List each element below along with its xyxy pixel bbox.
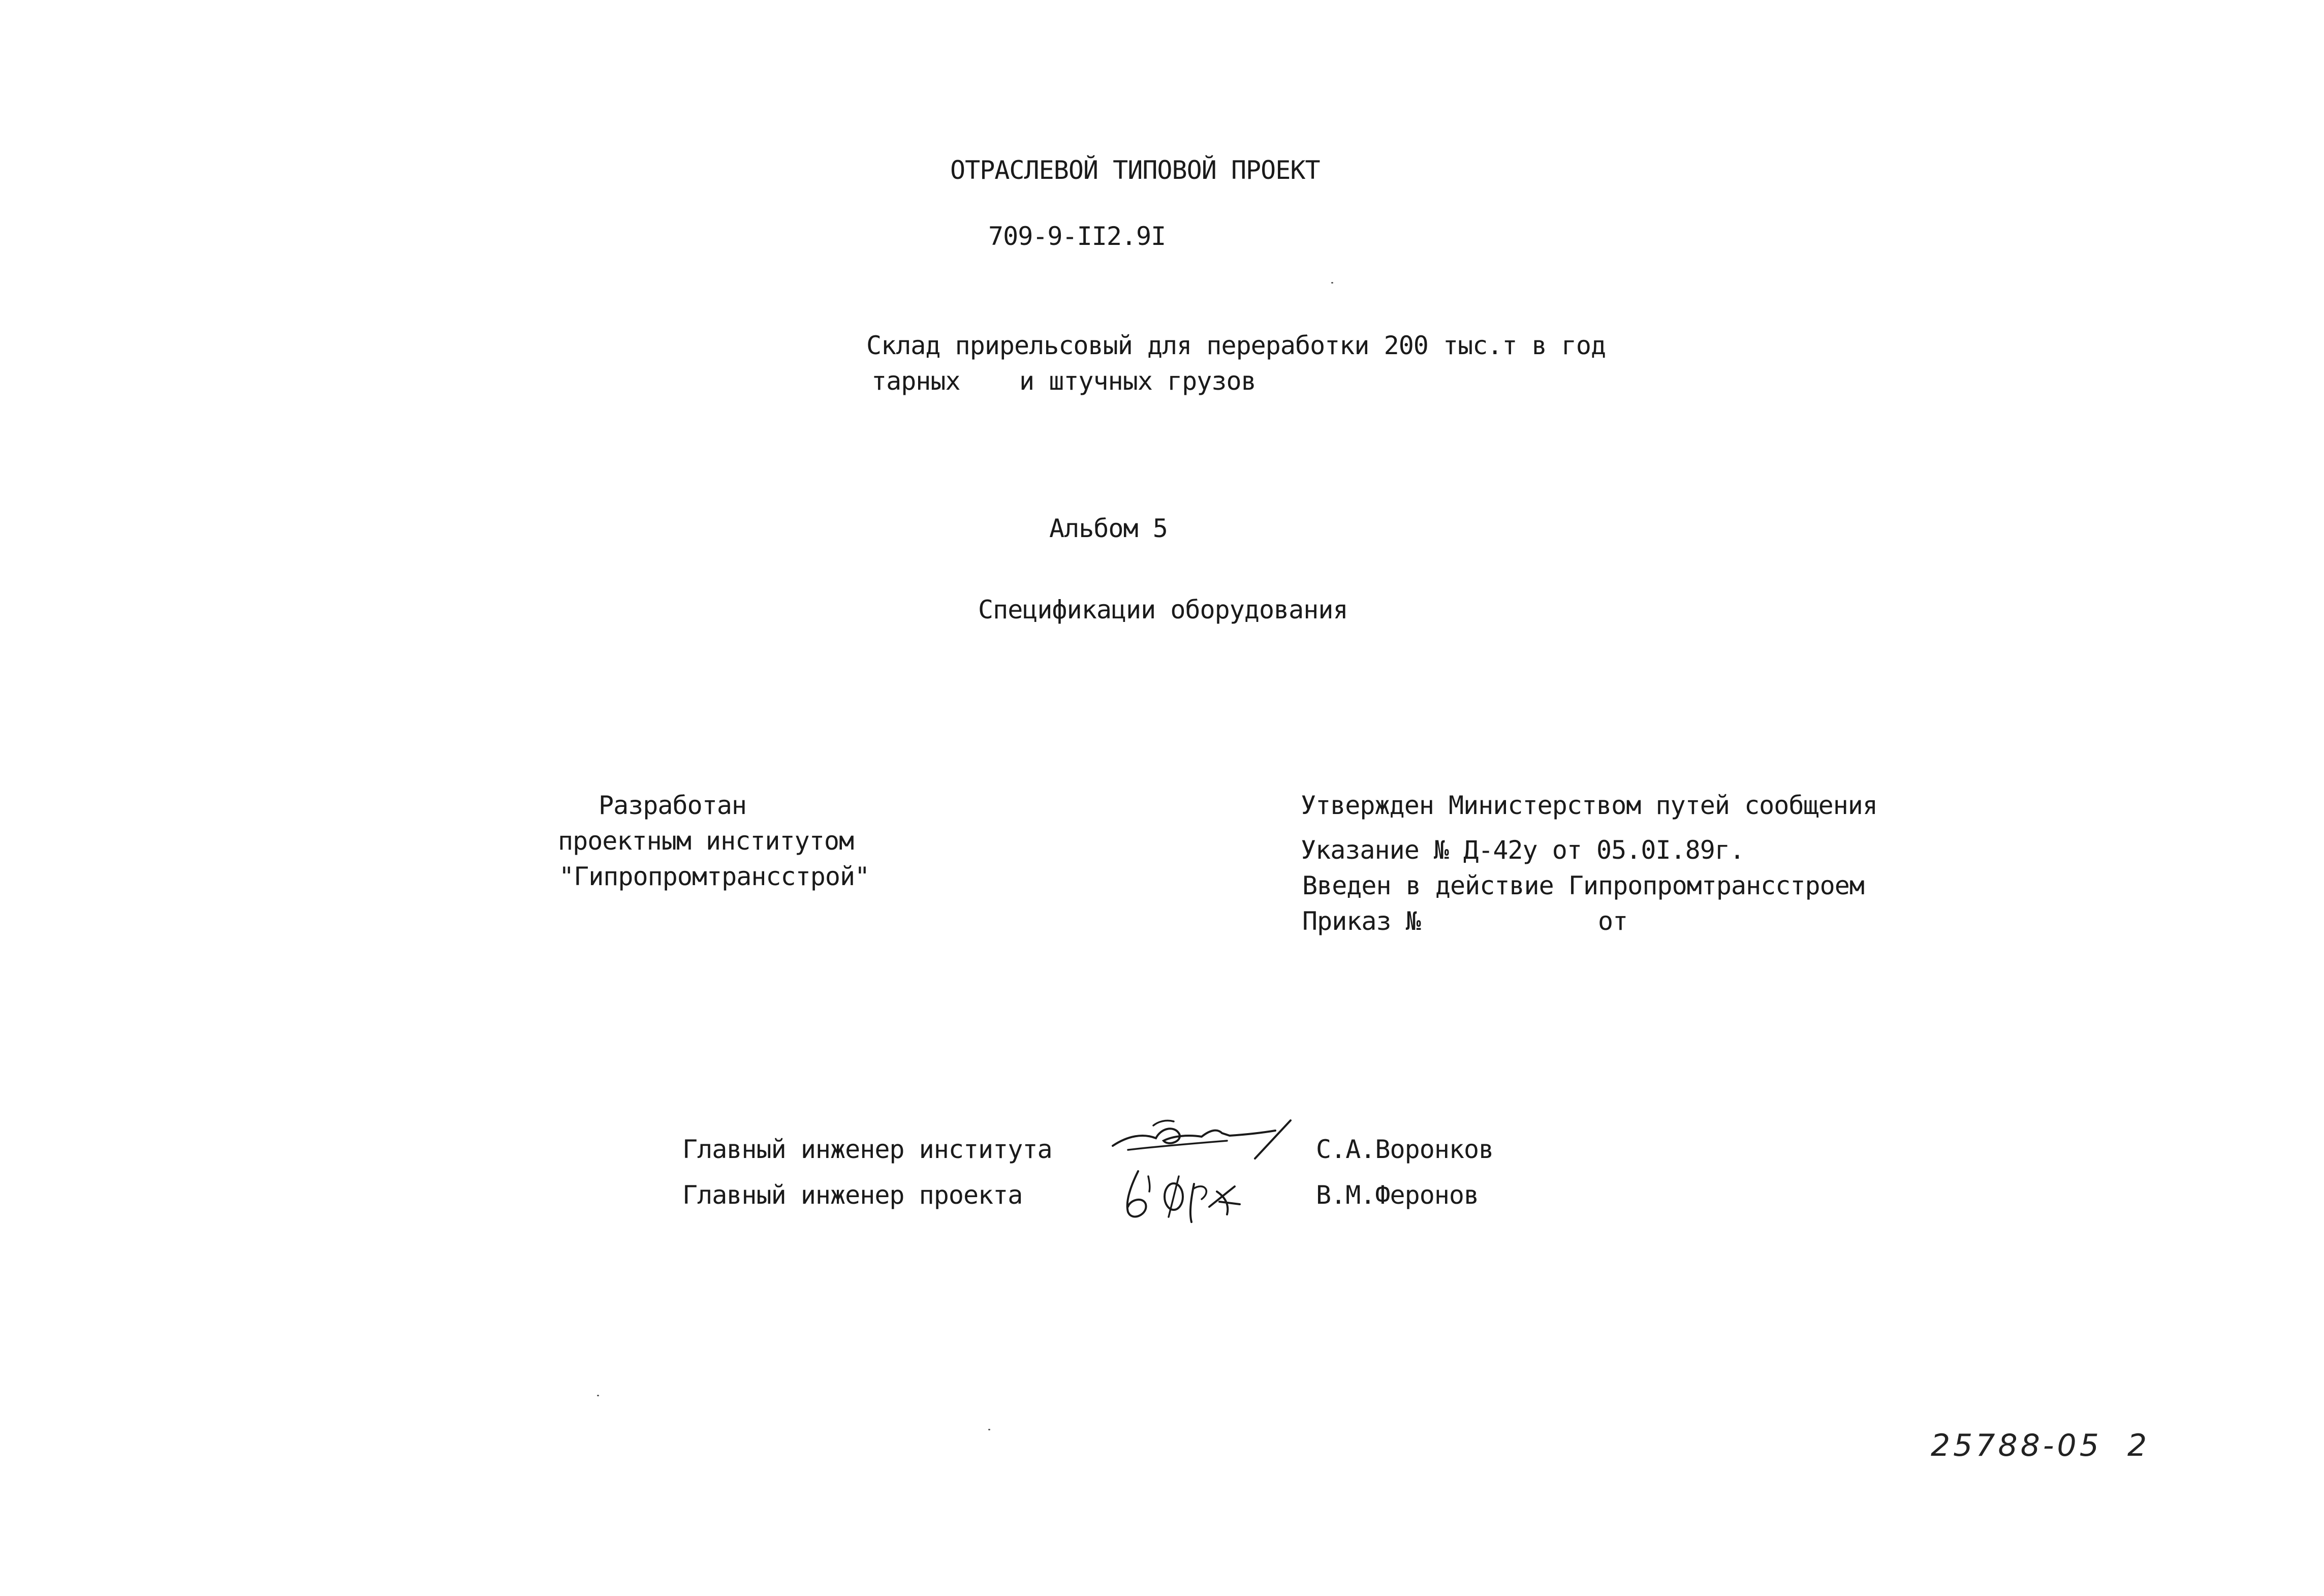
signature-role-2: Главный инженер проекта [682,1180,1023,1210]
handwritten-inventory-number: 25788-05 2 [1931,1428,2150,1463]
signature-feronov [1118,1166,1250,1225]
developer-line-1: Разработан [599,791,747,820]
signature-role-1: Главный инженер института [682,1135,1052,1164]
scan-speck [597,1395,599,1396]
developer-line-3: "Гипропромтрансстрой" [559,862,870,891]
album-contents: Спецификации оборудования [978,595,1348,624]
approval-line-4: Приказ № от [1302,906,1628,936]
subject-line-2: тарных и штучных грузов [871,366,1256,396]
approval-line-3: Введен в действие Гипропромтрансстроем [1302,871,1864,900]
signature-name-1: С.А.Воронков [1316,1135,1494,1164]
approval-line-1: Утвержден Министерством путей сообщения [1301,791,1877,820]
signature-voronkov [1108,1110,1296,1166]
project-number: 709-9-II2.9I [988,222,1166,251]
scan-speck [988,1429,990,1430]
album-label: Альбом 5 [1049,514,1168,543]
approval-line-2: Указание № Д-42у от 05.0I.89г. [1301,835,1745,865]
subject-line-1: Склад прирельсовый для переработки 200 тыс.т в год [866,331,1606,360]
developer-line-2: проектным институтом [558,826,854,856]
document-title: ОТРАСЛЕВОЙ ТИПОВОЙ ПРОЕКТ [950,155,1320,185]
signature-name-2: В.М.Феронов [1316,1180,1479,1210]
scan-speck [1331,282,1333,284]
